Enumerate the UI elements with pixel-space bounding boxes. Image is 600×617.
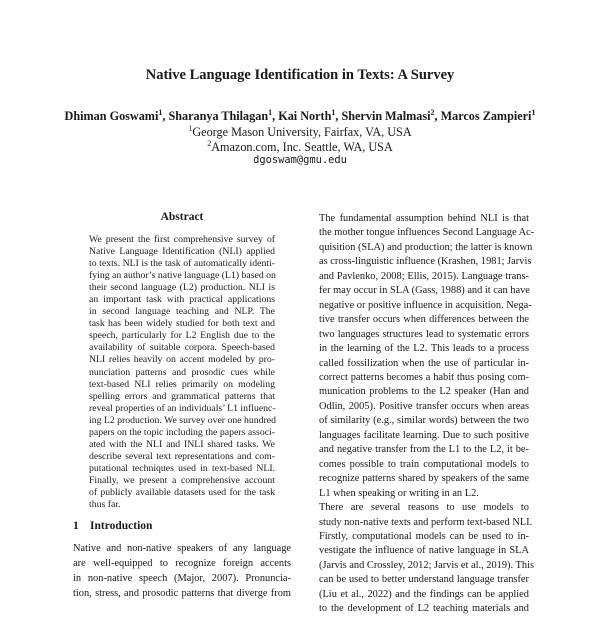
text-line: tion, stress, and prosodic patterns that diverge from <box>73 588 291 599</box>
text-line: negative or positive influence in acquisition. Nega- <box>319 299 532 311</box>
text-line: text-based NLI relies primarily on modeling <box>89 378 275 390</box>
author-list: Dhiman Goswami$^1$, Sharanya Thilagan$^1$, Kai North$^1$, Shervin Malmasi$^2$, Marcos Zampieri$^1$ <box>64 108 536 123</box>
author-affiliation-mark: 1 <box>268 108 273 117</box>
text-line: and Pavlenko, 2008; Ellis, 2015). Language trans- <box>319 270 529 282</box>
text-line: There are several reasons to use models to <box>319 502 529 514</box>
text-line: We present the first comprehensive survey of <box>89 234 275 245</box>
text-line: vestigate the influence of native language in SLA <box>319 545 529 557</box>
text-line: thus far. <box>89 499 121 511</box>
text-line: papers on the topic including the papers associ- <box>89 426 275 438</box>
text-line: study non-native texts and perform text-based NLI. <box>319 516 533 528</box>
text-line: are well-equipped to recognize foreign accents <box>73 558 291 569</box>
text-line: Finally, we present a comprehensive account <box>89 474 275 486</box>
text-line: spelling errors and grammatical patterns that <box>89 390 275 402</box>
text-line: quisition (SLA) and production; the latter is known <box>319 241 533 253</box>
text-line: recognize patterns shared by speakers of the same <box>319 473 529 485</box>
text-line: in second language teaching and NLP. The <box>89 306 275 318</box>
author-name: Sharanya Thilagan <box>168 109 269 123</box>
affiliation-1 <box>0 124 600 140</box>
text-line: (Liu et al., 2022) and the findings can be applied <box>319 588 529 600</box>
author-name: Kai North <box>278 109 332 123</box>
text-line: Odlin, 2005). Positive transfer occurs when areas <box>319 400 529 412</box>
text-line: an important task with practical applications <box>89 294 275 306</box>
text-line: task has been widely studied for both text and <box>89 318 275 330</box>
text-line: nunciation patterns and prosodic cues while <box>89 366 275 378</box>
text-line: munication problems to the L2 speaker (Han and <box>319 386 529 398</box>
text-line: comes possible to train computational models to <box>319 458 529 470</box>
text-line: Native and non-native speakers of any language <box>73 543 291 554</box>
text-line: and negative transfer from the L1 to the L2, it be- <box>319 444 529 456</box>
text-line: describe several text representations and com- <box>89 450 275 462</box>
paper-title: Native Language Identification in Texts: A Survey <box>145 67 455 83</box>
text-line: of similarity (e.g., similar words) between the two <box>319 415 529 427</box>
paragraph-reasons <box>307 501 535 617</box>
paragraph-transfer <box>307 212 535 501</box>
text-line: Native Language Identification (NLI) applied <box>89 246 275 258</box>
text-line: their second language (L2) production. NLI is <box>89 282 275 294</box>
affiliation-mark: 1 <box>188 124 193 133</box>
text-line: as cross-linguistic influence (Krashen, 1981; Jarvis <box>319 256 532 268</box>
right-column <box>307 212 535 617</box>
author-name: Dhiman Goswami <box>64 109 159 123</box>
text-line: speech, particularly for L2 English due to the <box>89 330 275 342</box>
text-line: fying an author’s native language (L1) based on <box>89 270 276 282</box>
introduction-body <box>73 541 291 601</box>
affiliation-text: George Mason University, Fairfax, VA, USA <box>192 125 412 139</box>
text-line: Firstly, computational models can be used to in- <box>319 530 529 542</box>
author-affiliation-mark: 1 <box>158 108 163 117</box>
text-line: to the development of L2 teaching materials and <box>319 603 529 615</box>
text-line: of publicly available datasets used for the task <box>89 486 275 498</box>
author-name: Marcos Zampieri <box>440 109 532 123</box>
contact-email: dgoswam@gmu.edu <box>253 154 347 166</box>
text-line: availability of suitable corpora. Speech-based <box>89 342 275 354</box>
text-line: in non-native speech (Major, 2007). Pronuncia- <box>73 573 291 584</box>
abstract-heading: Abstract <box>160 211 204 223</box>
text-line: L1 when speaking or writing in an L2. <box>319 487 479 499</box>
affiliation-2 <box>0 139 600 155</box>
text-line: tive transfer occurs when differences between the <box>319 314 529 326</box>
text-line: correct patterns becomes a habit thus posing com- <box>319 371 529 383</box>
abstract-body <box>89 234 275 511</box>
text-line: languages facilitate learning. Due to such positive <box>319 429 529 441</box>
author-affiliation-mark: 1 <box>531 108 536 117</box>
text-line: in the learning of the L2. This leads to a process <box>319 343 529 355</box>
affiliation-mark: 2 <box>207 139 212 148</box>
text-line: NLI relies heavily on accent modeled by pro- <box>89 354 275 366</box>
section-heading-introduction <box>73 520 152 532</box>
text-line: the mother tongue influences Second Language Ac- <box>319 227 535 239</box>
affiliation-text: Amazon.com, Inc. Seattle, WA, USA <box>211 140 393 154</box>
author-affiliation-mark: 1 <box>331 108 336 117</box>
text-line: The fundamental assumption behind NLI is that <box>319 213 529 224</box>
text-line: fer may occur in SLA (Gass, 1988) and it can have <box>319 285 530 297</box>
author-name: Shervin Malmasi <box>341 109 431 123</box>
section-title: Introduction <box>90 520 153 532</box>
text-line: ing L2 production. We survey over one hundred <box>89 414 276 426</box>
text-line: ated with the NLI and INLI shared tasks. We <box>89 438 275 450</box>
text-line: called fossilization when the use of particular in- <box>319 357 529 369</box>
text-line: to texts. NLI is the task of automatically identi- <box>89 258 275 270</box>
text-line: can be used to better understand language transfer <box>319 574 529 586</box>
text-line: putational techniques used in text-based NLI. <box>89 462 275 474</box>
text-line: (Jarvis and Crossley, 2012; Jarvis et al., 2019). This <box>319 559 535 571</box>
section-number: 1 <box>73 520 79 532</box>
text-line: two languages structures lead to systematic errors <box>319 328 529 340</box>
text-line: reveal properties of an individuals’ L1 influenc- <box>89 402 276 414</box>
author-affiliation-mark: 2 <box>430 108 435 117</box>
